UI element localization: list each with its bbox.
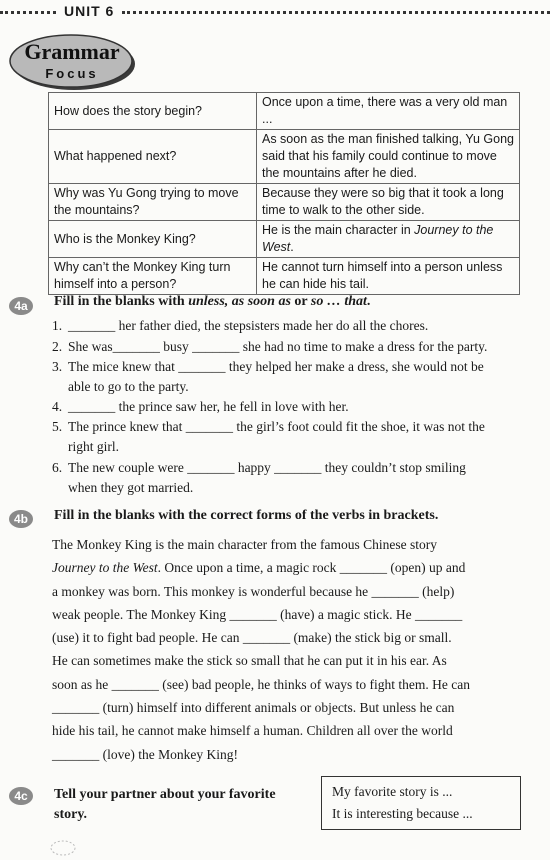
item-number: 1. xyxy=(52,318,63,333)
paragraph-line xyxy=(52,556,522,579)
prompt-line: My favorite story is ... xyxy=(332,784,453,799)
paragraph-line: (use) it to fight bad people. He can _______ (make) the stick big or small. xyxy=(52,630,452,646)
decorative-dots-icon xyxy=(50,839,76,857)
paragraph-line: a monkey was born. This monkey is wonderful because he _______ (help) xyxy=(52,583,455,599)
paragraph-line: hide his tail, he cannot make himself a human. Children all over the world xyxy=(52,723,453,739)
question-cell: What happened next? xyxy=(49,130,257,184)
answer-cell: Because they were so big that it took a long time to walk to the other side. xyxy=(257,184,520,221)
item-continuation: when they got married. xyxy=(68,480,194,495)
item-number: 4. xyxy=(52,399,63,414)
item-text: The mice knew that _______ they helped her make a dress, she would not be xyxy=(68,359,484,374)
paragraph-line: _______ (love) the Monkey King! xyxy=(52,746,238,762)
item-text: The prince knew that _______ the girl’s foot could fit the shoe, it was not the xyxy=(68,419,485,434)
section-4c-title: Tell your partner about your favorite story. xyxy=(54,787,276,822)
item-text: _______ her father died, the stepsisters made her do all the chores. xyxy=(68,318,429,333)
question-cell: How does the story begin? xyxy=(49,93,257,130)
answer-cell: As soon as the man finished talking, Yu Gong said that his family could continue to move the mountains after he died. xyxy=(257,130,520,184)
answer-text: . xyxy=(290,240,294,254)
book-title: Journey to the West xyxy=(52,560,158,576)
unit-header xyxy=(0,2,550,20)
item-text: The new couple were _______ happy _______ they couldn’t stop smiling xyxy=(68,460,466,475)
badge-line-1: Grammar xyxy=(24,39,120,64)
paragraph-line: weak people. The Monkey King _______ (have) a magic stick. He _______ xyxy=(52,606,463,622)
title-text: . xyxy=(366,294,371,309)
list-item xyxy=(52,357,524,397)
item-number: 3. xyxy=(52,359,63,374)
section-badge-4c: 4c xyxy=(9,787,33,805)
question-cell: Why can’t the Monkey King turn himself into a person? xyxy=(49,258,257,295)
table-row xyxy=(49,221,520,258)
answer-cell xyxy=(257,221,520,258)
list-item xyxy=(52,417,524,457)
header-dots-right xyxy=(122,11,550,14)
table-row xyxy=(49,258,520,295)
item-continuation: right girl. xyxy=(68,439,119,454)
table-row xyxy=(49,93,520,130)
section-badge-4b: 4b xyxy=(9,510,33,528)
item-text: _______ the prince saw her, he fell in love with her. xyxy=(68,399,349,414)
section-badge-4a: 4a xyxy=(9,297,33,315)
book-title: Journey to the West xyxy=(262,223,494,254)
title-text: Fill in the blanks with xyxy=(54,294,189,309)
header-dots-left xyxy=(0,11,56,14)
table-row xyxy=(49,130,520,184)
grammar-focus-badge xyxy=(8,33,136,91)
unit-title: UNIT 6 xyxy=(64,3,115,19)
answer-cell: He cannot turn himself into a person unless he can hide his tail. xyxy=(257,258,520,295)
paragraph-line: He can sometimes make the stick so small that he can put it in his ear. As xyxy=(52,653,447,669)
prompt-line: It is interesting because ... xyxy=(332,806,473,821)
list-item xyxy=(52,397,524,417)
list-item xyxy=(52,458,524,498)
grammar-table xyxy=(48,92,520,295)
question-cell: Why was Yu Gong trying to move the mountains? xyxy=(49,184,257,221)
title-emphasis: so … that xyxy=(310,294,367,309)
item-number: 2. xyxy=(52,339,63,354)
paragraph-line: soon as he _______ (see) bad people, he thinks of ways to fight them. He can xyxy=(52,676,471,692)
title-text: or xyxy=(290,294,311,309)
item-number: 6. xyxy=(52,460,63,475)
answer-text: He is the main character in xyxy=(262,223,415,237)
paragraph-line: The Monkey King is the main character from the famous Chinese story xyxy=(52,537,438,552)
table-row xyxy=(49,184,520,221)
answer-cell: Once upon a time, there was a very old man ... xyxy=(257,93,520,130)
badge-line-2: Focus xyxy=(45,66,99,81)
section-4b-title: Fill in the blanks with the correct forms of the verbs in brackets. xyxy=(54,508,439,523)
title-emphasis: unless, as soon as xyxy=(188,294,291,309)
item-number: 5. xyxy=(52,419,63,434)
line-text: . Once upon a time, a magic rock _______ (open) up and xyxy=(157,560,466,576)
paragraph-line: _______ (turn) himself into different animals or objects. But unless he can xyxy=(52,700,455,716)
list-item xyxy=(52,316,524,336)
item-continuation: able to go to the party. xyxy=(68,379,189,394)
list-item xyxy=(52,337,524,357)
story-paragraph xyxy=(52,533,522,766)
question-cell: Who is the Monkey King? xyxy=(49,221,257,258)
speech-prompt-box xyxy=(321,776,521,830)
section-4a-title xyxy=(54,294,370,310)
item-text: She was_______ busy _______ she had no time to make a dress for the party. xyxy=(68,339,488,354)
